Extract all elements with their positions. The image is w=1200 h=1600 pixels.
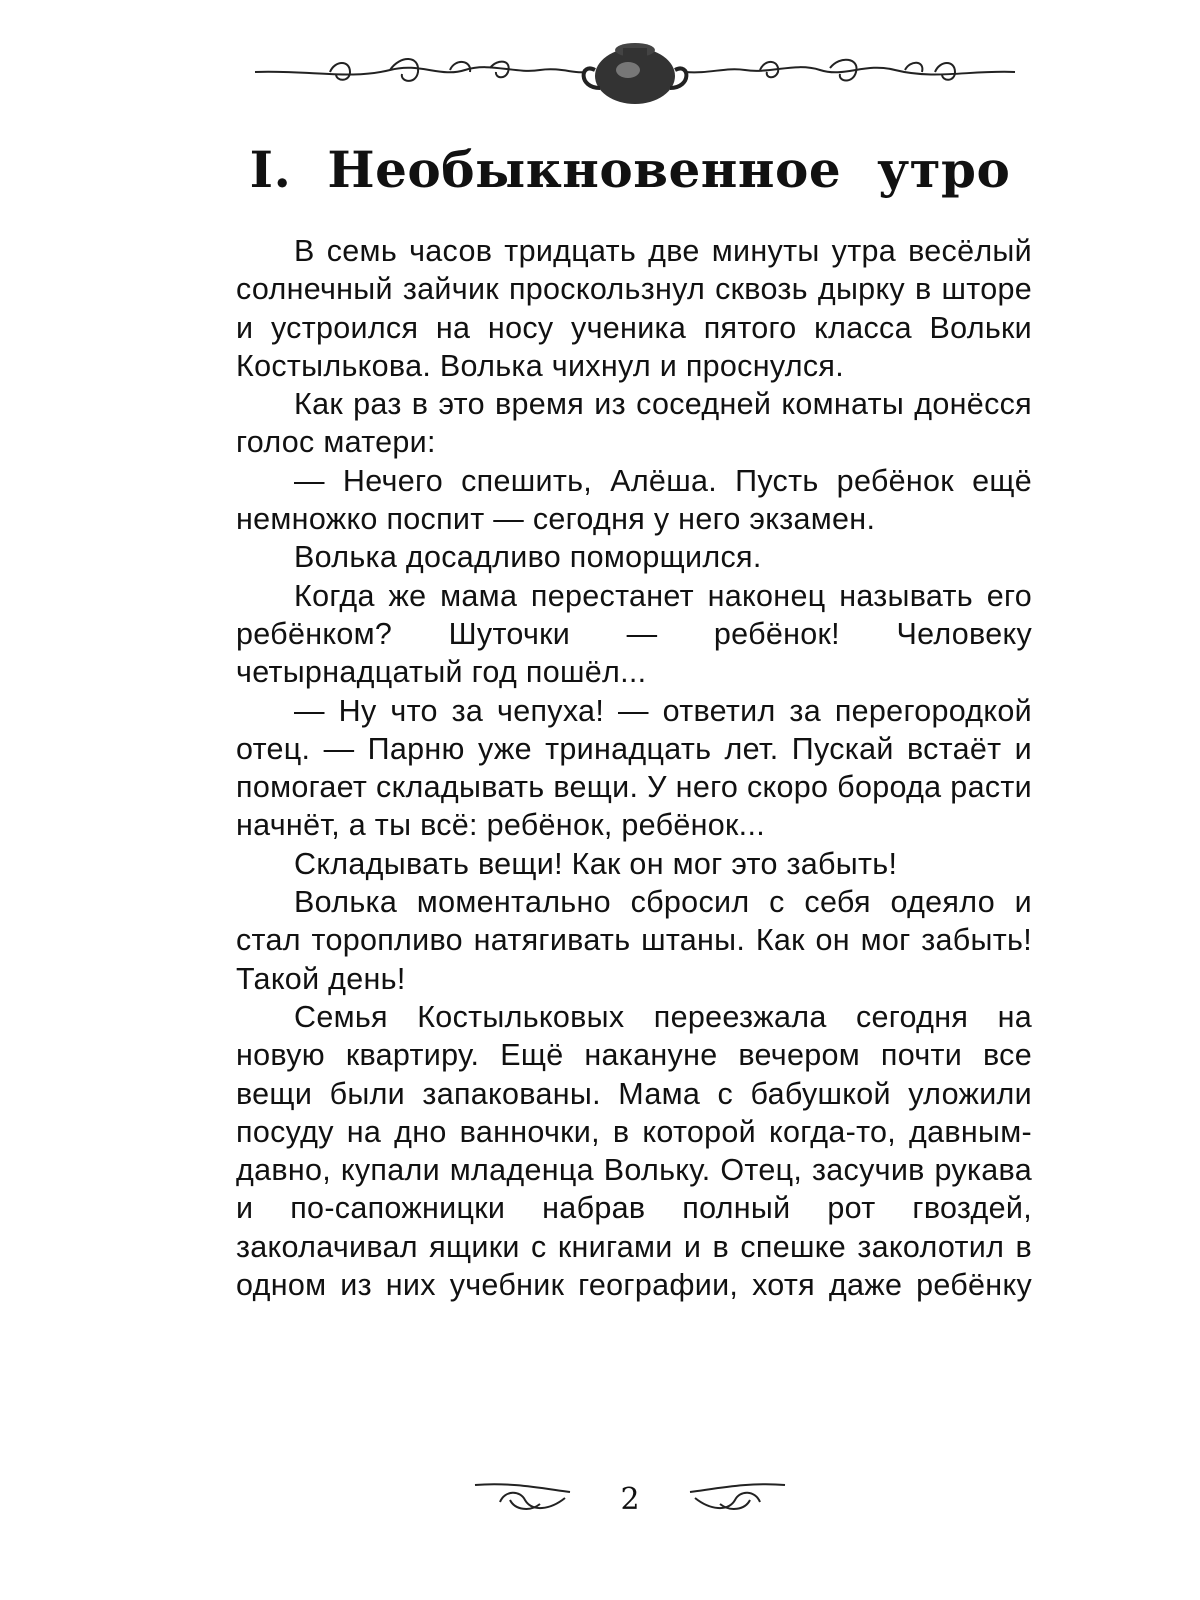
- page-number: 2: [620, 1482, 640, 1517]
- paragraph: Складывать вещи! Как он мог это забыть!: [294, 846, 898, 881]
- vase-shape: [584, 43, 687, 104]
- ornament-vase-icon: [250, 30, 1020, 110]
- paragraph: Волька моментально сбросил с себя одеяло и стал торопливо натягивать штаны. Как он мог забыть! Такой день!: [236, 885, 1032, 996]
- paragraph: Когда же мама перестанет наконец называть его ребёнком? Шуточки — ребёнок! Человеку четырнадцатый год пошёл...: [236, 578, 1032, 690]
- paragraph: В семь часов тридцать две минуты утра весёлый солнечный зайчик проскользнул сквозь дырку в шторе и устроился на носу ученика пятого класса Вольки Костылькова. Волька чихнул и проснулся.: [236, 234, 1032, 383]
- chapter-title: I. Необыкновенное утро: [249, 140, 1011, 199]
- paragraph: — Ну что за чепуха! — ответил за перегородкой отец. — Парню уже тринадцать лет. Пускай встаёт и помогает складывать вещи. У него скоро борода расти начнёт, а ты всё: ребёнок, ребёнок...: [236, 693, 1032, 843]
- paragraph: Волька досадливо поморщился.: [294, 540, 762, 575]
- paragraph: Семья Костыльковых переезжала сегодня на новую квартиру. Ещё накануне вечером почти все вещи были запакованы. Мама с бабушкой уложили посуду на дно ванночки, в которой когда-то, давным-давно, купали младенца Вольку. Отец, засучив рукава и по-сапожницки набрав полный рот гвоздей, заколачивал ящики с книгами и в спешке заколотил в одном из них учебник географии, хотя даже ребёнку: [236, 999, 1032, 1303]
- paragraph: Как раз в это время из соседней комнаты донёсся голос матери:: [236, 387, 1032, 460]
- paragraph: — Нечего спешить, Алёша. Пусть ребёнок ещё немножко поспит — сегодня у него экзамен.: [236, 463, 1032, 537]
- page-footer: [470, 1470, 790, 1540]
- chapter-body: [236, 232, 1032, 1304]
